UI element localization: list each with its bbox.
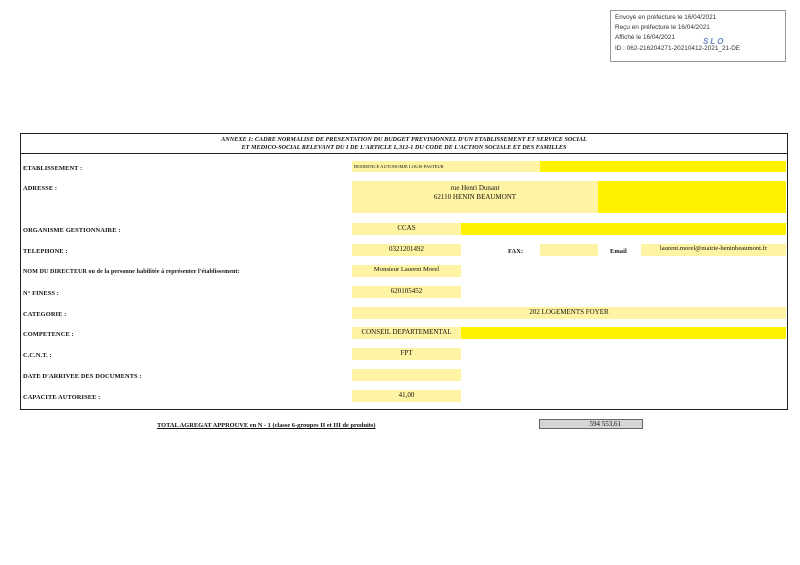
telephone-value: 0321201492 bbox=[389, 245, 424, 253]
adresse-line2: 62110 HENIN BEAUMONT bbox=[433, 193, 517, 201]
form-header-line1: ANNEXE 1: CADRE NORMALISE DE PRESENTATION DU BUDGET PREVISIONNEL D'UN ETABLISSEMENT ET SERVICE SOCIAL bbox=[221, 136, 587, 143]
prefecture-stamp bbox=[610, 10, 786, 62]
directeur-value: Monsieur Laurent Morel bbox=[373, 266, 440, 273]
slo-logo bbox=[703, 37, 725, 46]
slo-logo-text: SLO bbox=[703, 37, 726, 46]
fax-field bbox=[540, 244, 598, 256]
capacite-value: 41,00 bbox=[398, 391, 415, 399]
adresse-label: ADRESSE : bbox=[23, 185, 58, 192]
ccnt-label: C.C.N.T. : bbox=[23, 352, 52, 359]
finess-label: N° FINESS : bbox=[23, 290, 59, 297]
date-arrivee-label: DATE D'ARRIVEE DES DOCUMENTS : bbox=[23, 373, 142, 380]
organisme-value: CCAS bbox=[397, 224, 416, 232]
competence-value: CONSEIL DEPARTEMENTAL bbox=[361, 328, 452, 336]
etablissement-label: ETABLISSEMENT : bbox=[23, 165, 83, 172]
capacite-label: CAPACITE AUTORISEE : bbox=[23, 394, 101, 401]
email-label: Email bbox=[610, 248, 627, 255]
date-arrivee-field bbox=[352, 369, 461, 381]
ccnt-value: FPT bbox=[400, 349, 413, 357]
etablissement-highlight bbox=[540, 161, 786, 172]
directeur-label: NOM DU DIRECTEUR ou de la personne habilitée à représenter l'établissement: bbox=[23, 269, 240, 275]
total-agregat-label: TOTAL AGREGAT APPROUVE en N - 1 (classe 6-groupes II et III de produits) bbox=[157, 422, 376, 429]
categorie-value: 202 LOGEMENTS FOYER bbox=[529, 308, 609, 316]
organisme-label: ORGANISME GESTIONNAIRE : bbox=[23, 227, 121, 234]
organisme-highlight bbox=[461, 223, 786, 235]
budget-form bbox=[20, 133, 788, 410]
finess-value: 620105452 bbox=[390, 287, 423, 295]
telephone-label: TELEPHONE : bbox=[23, 248, 68, 255]
stamp-received-date: Reçu en préfecture le 16/04/2021 bbox=[615, 24, 710, 32]
competence-highlight bbox=[461, 327, 786, 339]
competence-label: COMPETENCE : bbox=[23, 331, 74, 338]
categorie-label: CATEGORIE : bbox=[23, 311, 67, 318]
total-agregat-value: 594 553,61 bbox=[539, 419, 643, 429]
stamp-id: ID : 062-216204271-20210412-2021_21-DE bbox=[615, 44, 741, 52]
adresse-highlight bbox=[598, 181, 786, 213]
email-value: laurent.morel@mairie-heninbeaumont.fr bbox=[659, 245, 768, 252]
etablissement-value: RESIDENCE AUTONOMIE LOUIS PASTEUR bbox=[354, 164, 444, 169]
fax-label: FAX: bbox=[508, 248, 524, 255]
adresse-line1: rue Henri Dunant bbox=[450, 184, 500, 192]
form-header-line2: ET MEDICO-SOCIAL RELEVANT DU I DE L'ARTICLE L.312-1 DU CODE DE L'ACTION SOCIALE ET DES FAMILLES bbox=[241, 144, 567, 151]
stamp-sent-date: Envoyé en préfecture le 16/04/2021 bbox=[615, 14, 717, 21]
form-header bbox=[21, 134, 787, 154]
stamp-posted-date: Affiché le 16/04/2021 bbox=[615, 34, 675, 42]
